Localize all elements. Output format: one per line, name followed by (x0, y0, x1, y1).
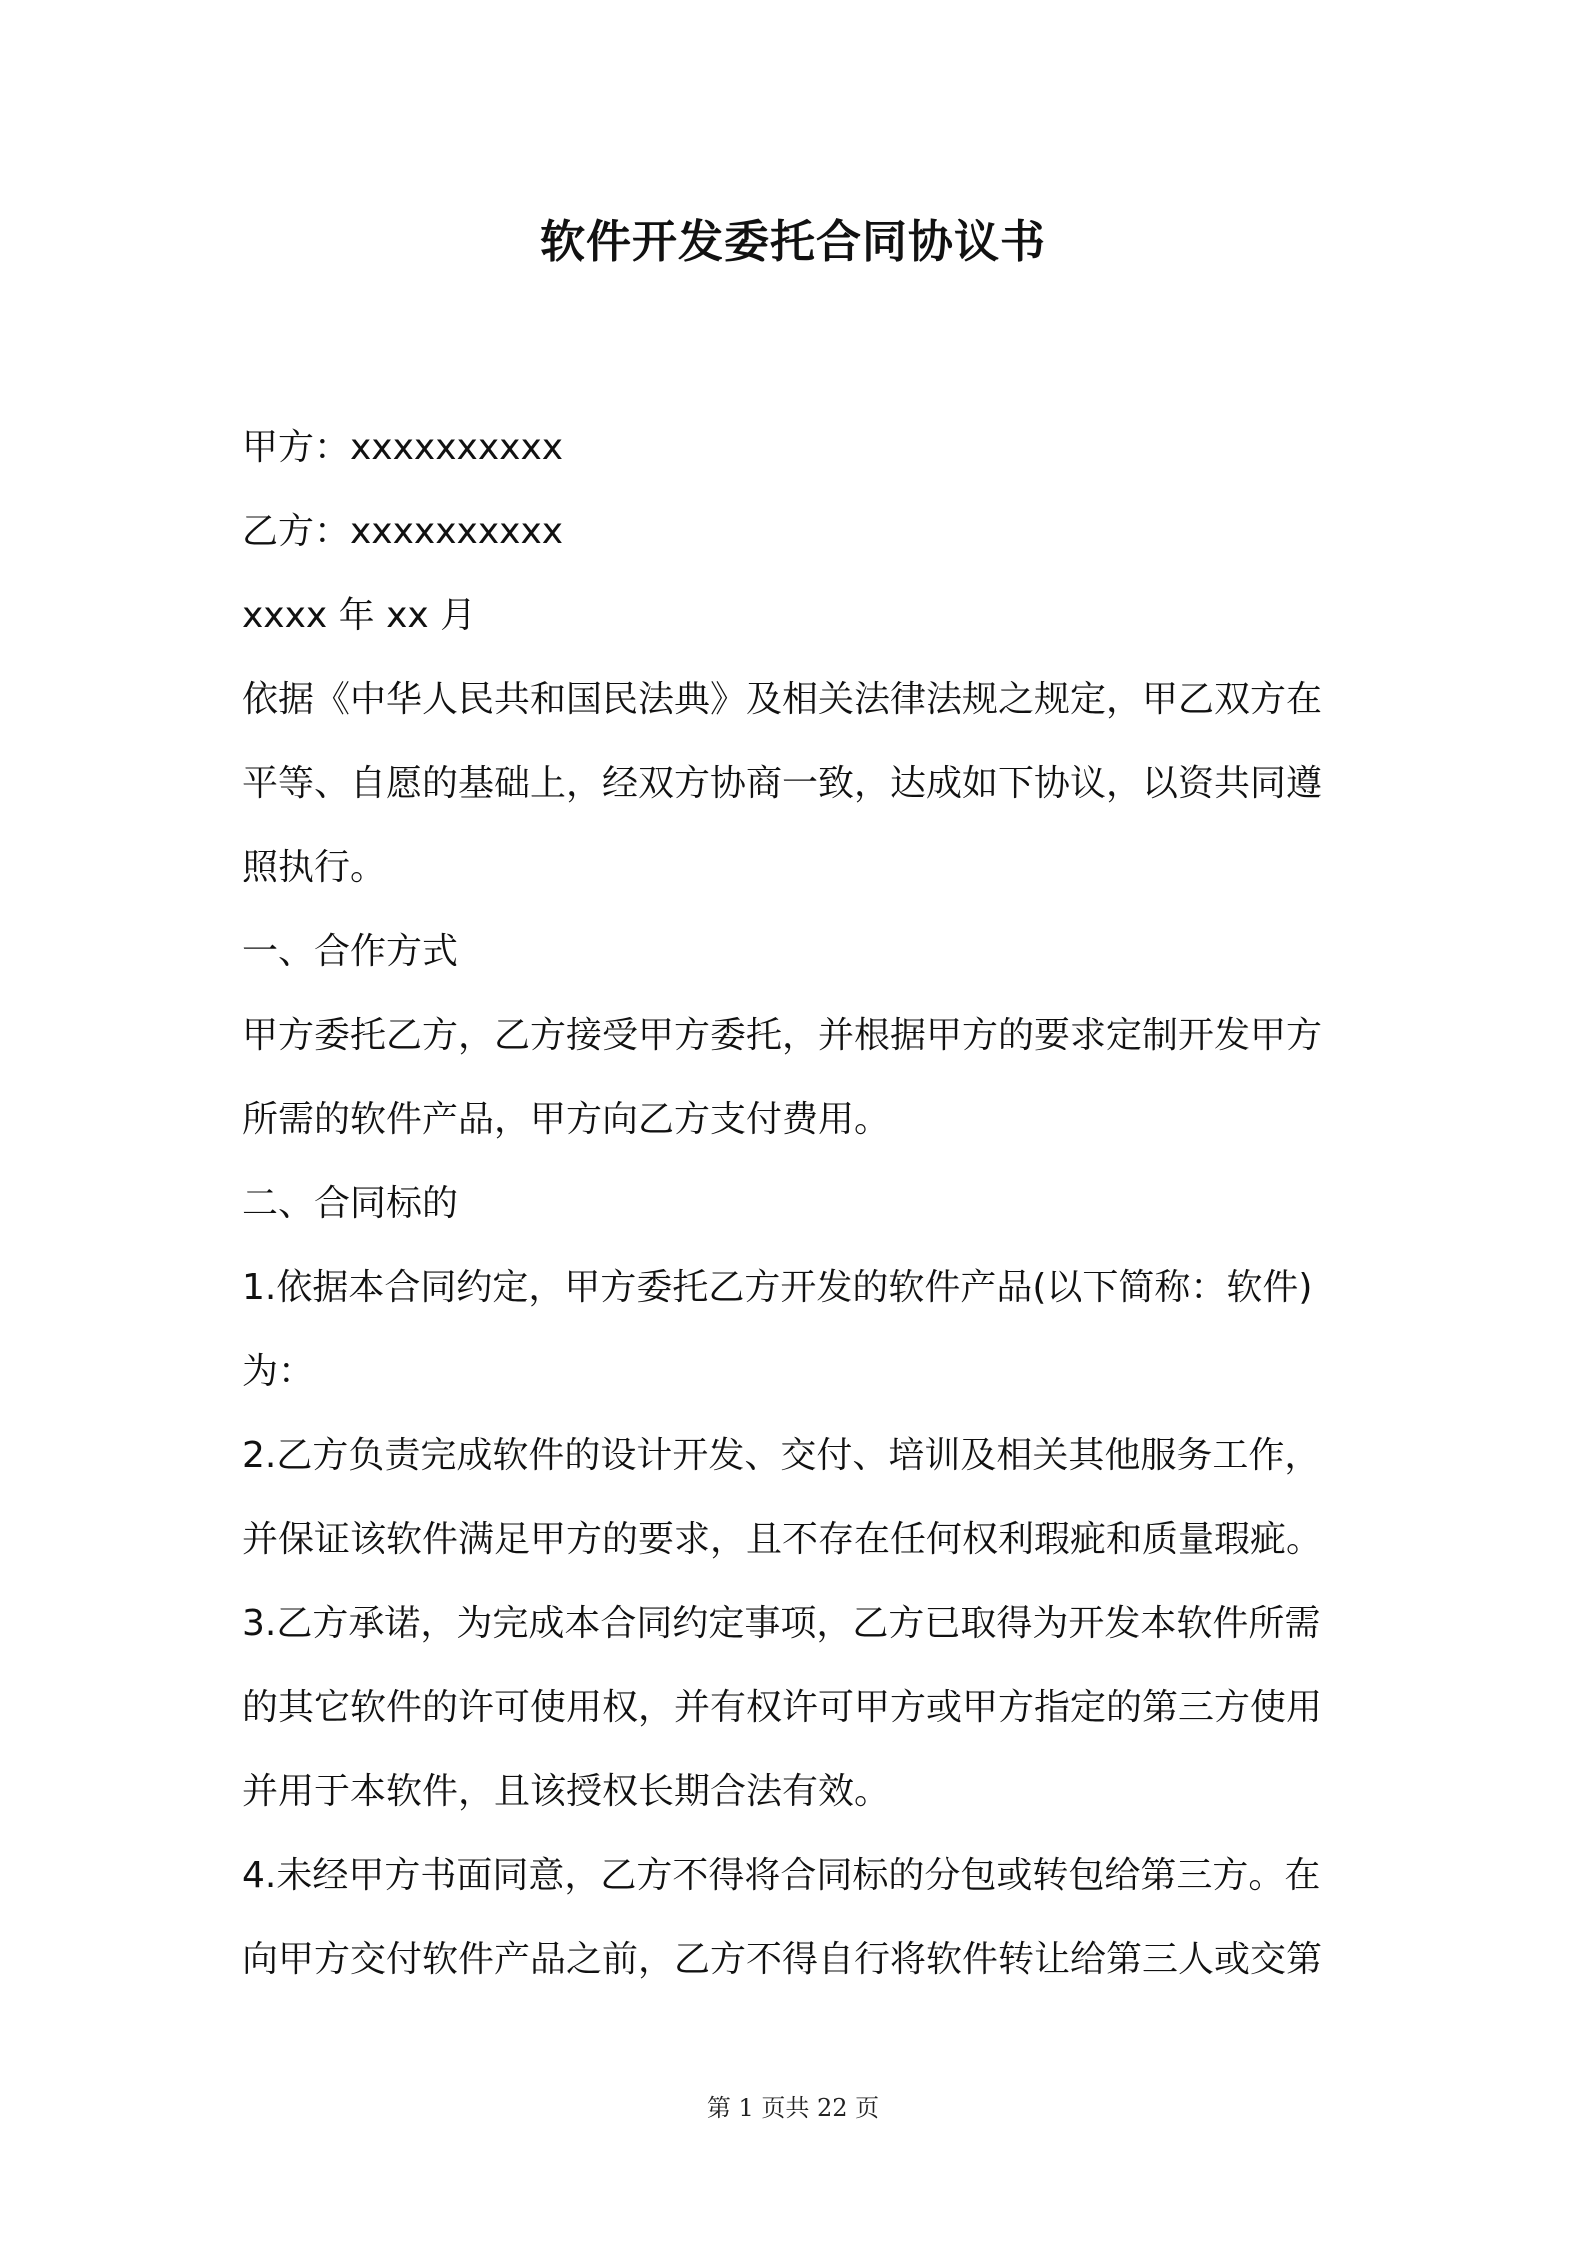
document-title: 软件开发委托合同协议书 (539, 215, 1046, 268)
clause-1: 1.依据本合同约定，甲方委托乙方开发的软件产品(以下简称：软件)为： (242, 1267, 1313, 1392)
clause-4: 4.未经甲方书面同意，乙方不得将合同标的分包或转包给第三方。在向甲方交付软件产品之前，乙方不得自行将软件转让给第三人或交第 (242, 1855, 1323, 1980)
party-b-line: 乙方：xxxxxxxxxx (242, 511, 564, 552)
clause-2: 2.乙方负责完成软件的设计开发、交付、培训及相关其他服务工作，并保证该软件满足甲方的要求，且不存在任何权利瑕疵和质量瑕疵。 (242, 1435, 1323, 1560)
preamble-paragraph: 依据《中华人民共和国民法典》及相关法律法规之规定，甲乙双方在平等、自愿的基础上，经双方协商一致，达成如下协议，以资共同遵照执行。 (242, 679, 1323, 888)
document-body (242, 406, 1354, 2002)
date-line: xxxx 年 xx 月 (242, 595, 477, 636)
section-heading-subject: 二、合同标的 (242, 1183, 459, 1224)
party-a-line: 甲方：xxxxxxxxxx (242, 427, 564, 468)
page-number: 第 1 页共 22 页 (706, 2094, 880, 2122)
section-heading-cooperation: 一、合作方式 (242, 931, 459, 972)
clause-3: 3.乙方承诺，为完成本合同约定事项，乙方已取得为开发本软件所需的其它软件的许可使用权，并有权许可甲方或甲方指定的第三方使用并用于本软件，且该授权长期合法有效。 (242, 1603, 1323, 1812)
section-body-cooperation: 甲方委托乙方，乙方接受甲方委托，并根据甲方的要求定制开发甲方所需的软件产品，甲方向乙方支付费用。 (242, 1015, 1323, 1140)
